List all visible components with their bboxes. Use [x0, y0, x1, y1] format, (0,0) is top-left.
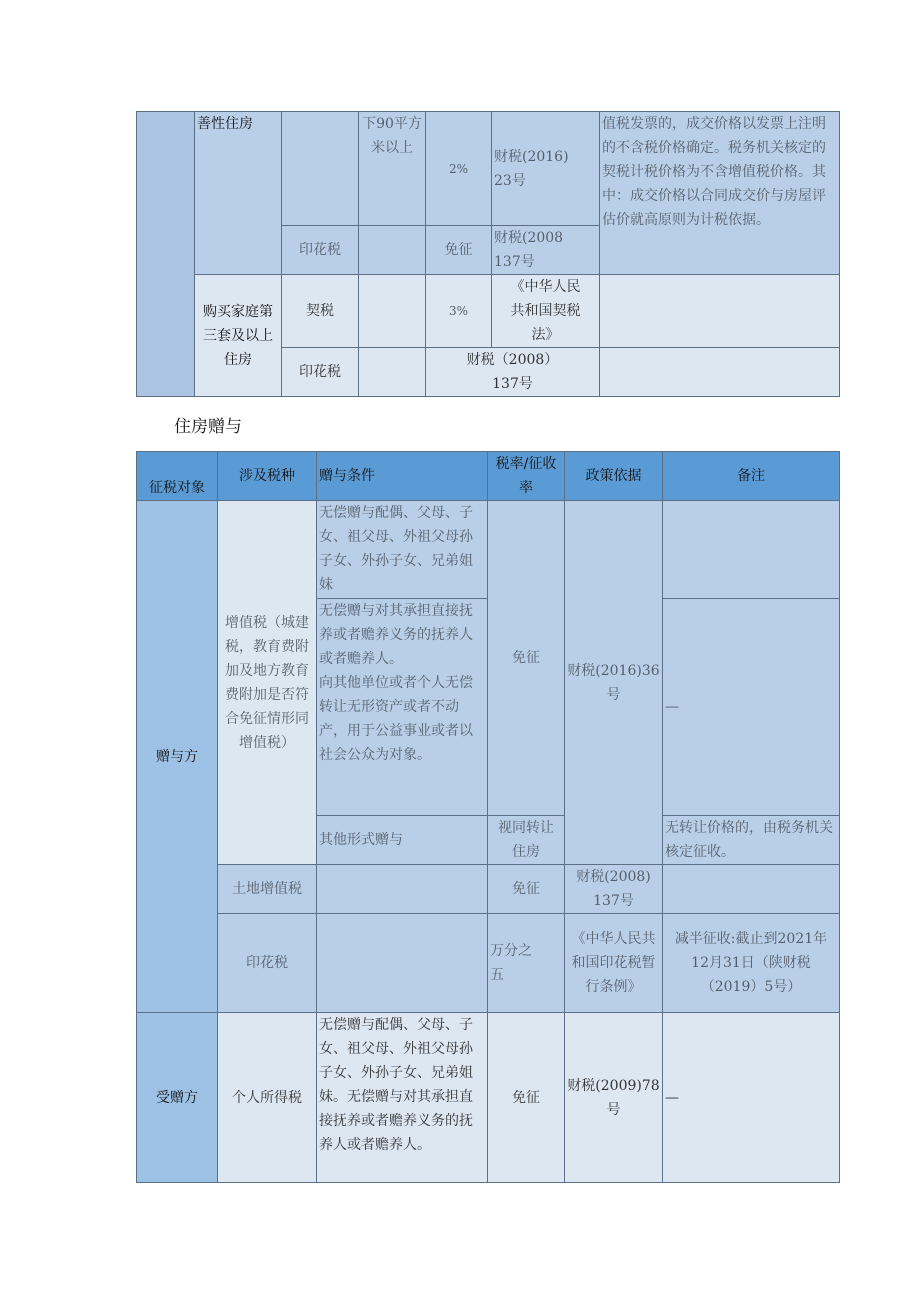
- rate-cell: 2%: [426, 112, 492, 226]
- condition-cell: 其他形式赠与: [317, 816, 488, 865]
- header-cell: 征税对象: [137, 452, 218, 501]
- policy-basis-cell: 财税(2008 137号: [492, 226, 600, 275]
- rate-cell: 免征: [488, 865, 565, 914]
- note-cell: 无转让价格的，由税务机关核定征收。: [663, 816, 840, 865]
- policy-basis-cell: 《中华人民 共和国契税 法》: [492, 275, 600, 348]
- table-row: [137, 1013, 840, 1183]
- note-cell: [600, 348, 840, 397]
- tax-cell: 印花税: [282, 348, 359, 397]
- condition-cell: 无偿赠与对其承担直接抚养或者赡养义务的抚养人或者赡养人。 向其他单位或者个人无偿转让无形资产或者不动产，用于公益事业或者以社会公众为对象。: [317, 599, 488, 816]
- section-title: 住房赠与: [174, 417, 242, 437]
- header-cell: 涉及税种: [218, 452, 317, 501]
- table-row: [137, 865, 840, 914]
- rate-cell: 3%: [426, 275, 492, 348]
- header-cell: 赠与条件: [317, 452, 488, 501]
- note-cell: 值税发票的，成交价格以发票上注明的不含税价格确定。税务机关核定的契税计税价格为不含增值税价格。其中：成交价格以合同成交价与房屋评估价就高原则为计税依据。: [600, 112, 840, 275]
- tax-cell: [282, 112, 359, 226]
- rate-cell: 免征: [488, 1013, 565, 1183]
- rate-cell: 免征: [488, 501, 565, 816]
- condition-cell: [317, 865, 488, 914]
- note-cell: —: [663, 1013, 840, 1183]
- policy-basis-cell: 财税(2016) 23号: [492, 112, 600, 226]
- header-cell: 政策依据: [565, 452, 663, 501]
- donor-label-cell: 赠与方: [137, 501, 218, 1013]
- table-row: [137, 112, 840, 226]
- tax-cell: 个人所得税: [218, 1013, 317, 1183]
- tax-cell: 印花税: [218, 914, 317, 1013]
- tax-cell: 土地增值税: [218, 865, 317, 914]
- policy-basis-cell: 财税(2009)78 号: [565, 1013, 663, 1183]
- row-group-strip: [137, 112, 195, 397]
- note-cell: —: [663, 599, 840, 816]
- area-cell: 下90平方 米以上: [359, 112, 426, 226]
- condition-cell: 无偿赠与配偶、父母、子女、祖父母、外祖父母孙子女、外孙子女、兄弟姐妹: [317, 501, 488, 599]
- condition-cell: [317, 914, 488, 1013]
- housing-gift-table: [136, 451, 840, 1183]
- rate-cell: 万分之 五: [488, 914, 565, 1013]
- header-cell: 备注: [663, 452, 840, 501]
- table-row: [137, 275, 840, 348]
- area-cell: [359, 275, 426, 348]
- rate-cell: 视同转让 住房: [488, 816, 565, 865]
- header-row: [137, 452, 840, 501]
- policy-basis-cell: 财税(2008) 137号: [565, 865, 663, 914]
- table-row: [137, 914, 840, 1013]
- policy-basis-cell: 财税（2008） 137号: [426, 348, 600, 397]
- housing-purchase-table: [136, 111, 840, 397]
- policy-basis-cell: 《中华人民共 和国印花税暂 行条例》: [565, 914, 663, 1013]
- tax-cell: 印花税: [282, 226, 359, 275]
- rate-cell: 免征: [426, 226, 492, 275]
- object-cell: 购买家庭第 三套及以上 住房: [195, 275, 282, 397]
- donee-label-cell: 受赠方: [137, 1013, 218, 1183]
- note-cell: [663, 865, 840, 914]
- note-cell: [600, 275, 840, 348]
- area-cell: [359, 226, 426, 275]
- policy-basis-cell: 财税(2016)36 号: [565, 501, 663, 865]
- note-cell: [663, 501, 840, 599]
- table-row: [137, 501, 840, 599]
- header-cell: 税率/征收 率: [488, 452, 565, 501]
- condition-cell: 无偿赠与配偶、父母、子女、祖父母、外祖父母孙子女、外孙子女、兄弟姐妹。无偿赠与对其承担直接抚养或者赡养义务的抚养人或者赡养人。: [317, 1013, 488, 1183]
- area-cell: [359, 348, 426, 397]
- note-cell: 减半征收:截止到2021年 12月31日（陕财税 （2019）5号）: [663, 914, 840, 1013]
- tax-cell: 契税: [282, 275, 359, 348]
- object-cell: 善性住房: [195, 112, 282, 275]
- tax-cell: 增值税（城建 税，教育费附 加及地方教育 费附加是否符 合免征情形同 增值税）: [218, 501, 317, 865]
